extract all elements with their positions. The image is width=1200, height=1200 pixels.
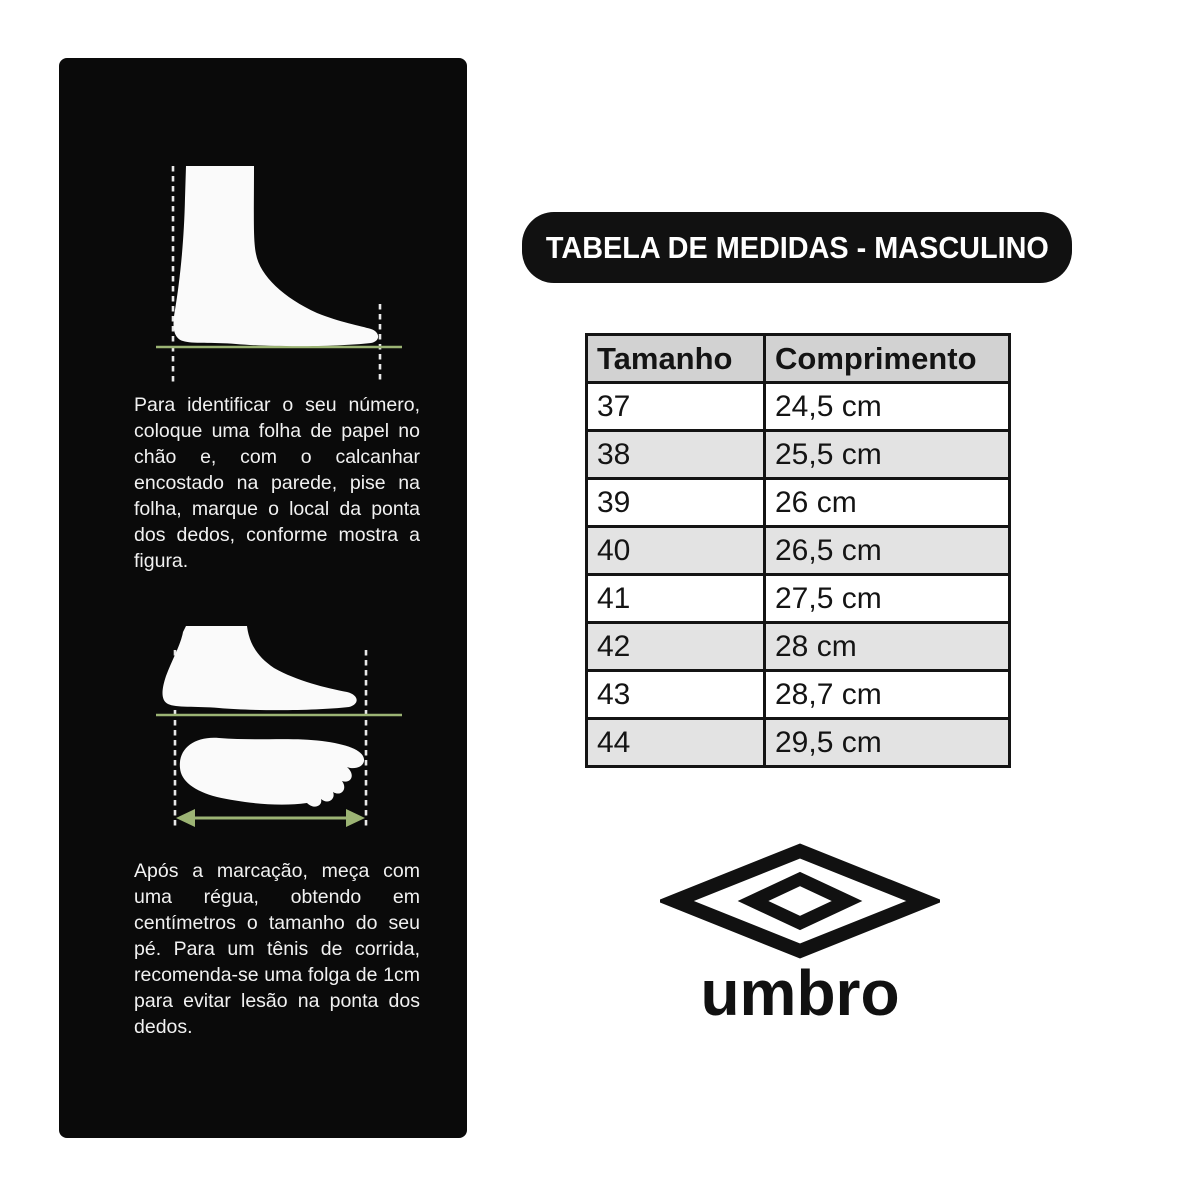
size-cell: 42 bbox=[587, 623, 765, 671]
arrow-left-head-icon bbox=[176, 809, 195, 827]
size-cell: 43 bbox=[587, 671, 765, 719]
length-cell: 24,5 cm bbox=[765, 383, 1010, 431]
table-row bbox=[587, 431, 1010, 479]
table-row bbox=[587, 527, 1010, 575]
table-row bbox=[587, 671, 1010, 719]
umbro-wordmark: umbro bbox=[700, 957, 900, 1029]
table-header-row bbox=[587, 335, 1010, 383]
length-cell: 26,5 cm bbox=[765, 527, 1010, 575]
umbro-logo-icon bbox=[660, 841, 940, 961]
column-header-length: Comprimento bbox=[765, 335, 1010, 383]
size-cell: 44 bbox=[587, 719, 765, 767]
table-row bbox=[587, 623, 1010, 671]
foot-silhouette bbox=[163, 626, 357, 710]
column-header-size: Tamanho bbox=[587, 335, 765, 383]
table-row bbox=[587, 479, 1010, 527]
size-cell: 40 bbox=[587, 527, 765, 575]
foot-side-measure-illustration bbox=[150, 158, 410, 388]
length-cell: 26 cm bbox=[765, 479, 1010, 527]
size-cell: 41 bbox=[587, 575, 765, 623]
inner-diamond bbox=[753, 879, 847, 923]
size-cell: 37 bbox=[587, 383, 765, 431]
length-cell: 29,5 cm bbox=[765, 719, 1010, 767]
size-chart-title-pill bbox=[522, 212, 1072, 283]
measure-instruction-paragraph-2: Após a marcação, meça com uma régua, obtendo em centímetros o tamanho do seu pé. Para um tênis de corrida, recomenda-se uma folga de 1cm para evitar lesão na ponta dos dedos. bbox=[134, 860, 420, 1038]
size-chart-table bbox=[585, 333, 1011, 768]
size-cell: 39 bbox=[587, 479, 765, 527]
length-cell: 28 cm bbox=[765, 623, 1010, 671]
foot-length-illustration bbox=[150, 618, 410, 838]
outer-diamond bbox=[675, 851, 925, 951]
size-cell: 38 bbox=[587, 431, 765, 479]
instruction-panel bbox=[59, 58, 467, 1138]
table-row bbox=[587, 383, 1010, 431]
measure-instruction-paragraph-1: Para identificar o seu número, coloque uma folha de papel no chão e, com o calcanhar encostado na parede, pise na folha, marque o local da ponta dos dedos, conforme mostra a figura. bbox=[134, 394, 420, 572]
table-row bbox=[587, 719, 1010, 767]
arrow-right-head-icon bbox=[346, 809, 365, 827]
length-cell: 28,7 cm bbox=[765, 671, 1010, 719]
length-cell: 27,5 cm bbox=[765, 575, 1010, 623]
footprint-silhouette bbox=[180, 738, 364, 807]
table-row bbox=[587, 575, 1010, 623]
foot-silhouette bbox=[174, 166, 379, 346]
length-cell: 25,5 cm bbox=[765, 431, 1010, 479]
size-chart-title: TABELA DE MEDIDAS - MASCULINO bbox=[545, 229, 1049, 265]
